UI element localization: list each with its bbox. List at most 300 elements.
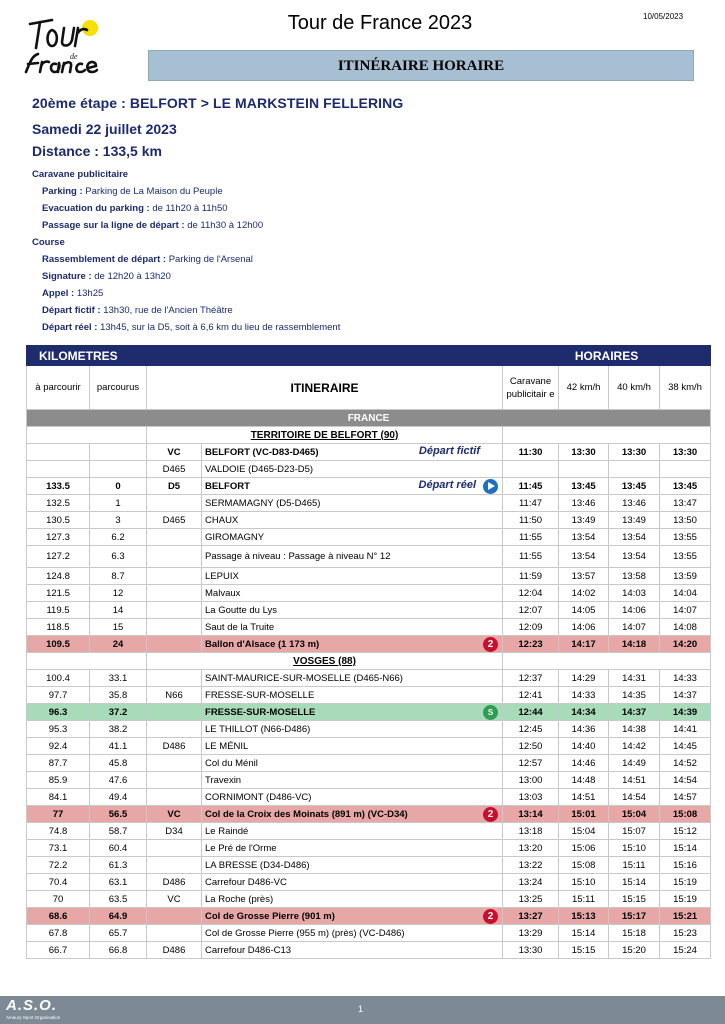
time-42: 14:48 [559, 772, 609, 789]
time-38: 14:45 [660, 738, 711, 755]
km-done: 45.8 [90, 755, 147, 772]
road [147, 908, 202, 925]
km-remaining: 96.3 [27, 704, 90, 721]
km-remaining [27, 461, 90, 478]
time-42: 14:40 [559, 738, 609, 755]
place-name [202, 495, 503, 512]
col-parcourus: parcourus [90, 366, 147, 410]
info-label: Evacuation du parking : [42, 203, 150, 214]
road [147, 585, 202, 602]
time-40: 15:14 [609, 874, 660, 891]
time-42: 14:36 [559, 721, 609, 738]
place-name [202, 823, 503, 840]
tour-de-france-logo [22, 14, 104, 80]
table-row [27, 704, 711, 721]
km-done: 6.3 [90, 546, 147, 568]
time-caravane: 13:20 [503, 840, 559, 857]
time-42: 13:30 [559, 444, 609, 461]
course-depart-fictif [32, 302, 712, 319]
km-remaining: 70.4 [27, 874, 90, 891]
time-42: 13:46 [559, 495, 609, 512]
km-done: 63.1 [90, 874, 147, 891]
region-row [27, 427, 711, 444]
col-40kmh: 40 km/h [609, 366, 660, 410]
time-38: 14:52 [660, 755, 711, 772]
place-name [202, 546, 503, 568]
km-done: 64.9 [90, 908, 147, 925]
time-42: 14:51 [559, 789, 609, 806]
time-42: 13:54 [559, 546, 609, 568]
time-38: 13:45 [660, 478, 711, 495]
time-40: 13:46 [609, 495, 660, 512]
place-label: Carrefour D486-VC [205, 876, 287, 888]
place-label: SAINT-MAURICE-SUR-MOSELLE (D465-N66) [205, 672, 403, 684]
info-label: Rassemblement de départ : [42, 254, 167, 265]
km-remaining: 92.4 [27, 738, 90, 755]
time-42: 13:49 [559, 512, 609, 529]
place-label: Travexin [205, 774, 242, 786]
road: D465 [147, 512, 202, 529]
time-38: 15:08 [660, 806, 711, 823]
km-done: 0 [90, 478, 147, 495]
km-remaining: 127.3 [27, 529, 90, 546]
place-label: Saut de la Truite [205, 621, 275, 633]
caravane-passage [32, 217, 712, 234]
col-itineraire: ITINERAIRE [147, 366, 503, 410]
info-value: 13h45, sur la D5, soit à 6,6 km du lieu de rassemblement [97, 322, 341, 333]
time-38: 14:08 [660, 619, 711, 636]
time-caravane: 12:41 [503, 687, 559, 704]
time-caravane [503, 461, 559, 478]
km-done: 33.1 [90, 670, 147, 687]
road [147, 721, 202, 738]
page-footer [0, 996, 725, 1024]
info-value: 13h25 [74, 288, 104, 299]
region-name: VOSGES (88) [147, 653, 503, 670]
road [147, 495, 202, 512]
time-42: 13:54 [559, 529, 609, 546]
time-42: 14:02 [559, 585, 609, 602]
climb-category-icon: 2 [483, 637, 498, 652]
region-empty-cell [503, 427, 711, 444]
time-40: 13:30 [609, 444, 660, 461]
road: D486 [147, 874, 202, 891]
caravane-parking [32, 183, 712, 200]
place-label: Col de Grosse Pierre (955 m) (près) (VC-D486) [205, 927, 405, 939]
table-row [27, 925, 711, 942]
place-label: FRESSE-SUR-MOSELLE [205, 689, 315, 701]
road: N66 [147, 687, 202, 704]
stage-distance: Distance : 133,5 km [32, 143, 162, 159]
time-38: 15:14 [660, 840, 711, 857]
place-name [202, 738, 503, 755]
road [147, 704, 202, 721]
time-caravane: 12:45 [503, 721, 559, 738]
time-40: 13:54 [609, 546, 660, 568]
time-caravane: 13:14 [503, 806, 559, 823]
km-remaining: 119.5 [27, 602, 90, 619]
km-remaining: 130.5 [27, 512, 90, 529]
table-row [27, 721, 711, 738]
time-caravane: 12:09 [503, 619, 559, 636]
place-label: LEPUIX [205, 570, 239, 582]
km-remaining: 70 [27, 891, 90, 908]
km-remaining: 132.5 [27, 495, 90, 512]
time-38: 15:24 [660, 942, 711, 959]
time-42: 14:05 [559, 602, 609, 619]
table-row [27, 874, 711, 891]
place-label: Le Pré de l'Orme [205, 842, 277, 854]
time-38: 13:50 [660, 512, 711, 529]
place-name [202, 602, 503, 619]
info-label: Appel : [42, 288, 75, 299]
km-remaining: 109.5 [27, 636, 90, 653]
info-label: Parking : [42, 186, 83, 197]
place-name [202, 789, 503, 806]
info-value: 13h30, rue de l'Ancien Théâtre [100, 305, 233, 316]
road [147, 755, 202, 772]
road [147, 546, 202, 568]
course-appel [32, 285, 712, 302]
table-row [27, 529, 711, 546]
table-row [27, 444, 711, 461]
time-42: 13:57 [559, 568, 609, 585]
table-row [27, 823, 711, 840]
place-label: Col de Grosse Pierre (901 m) [205, 910, 335, 922]
info-label: Départ fictif : [42, 305, 101, 316]
table-row [27, 546, 711, 568]
place-label: VALDOIE (D465-D23-D5) [205, 463, 314, 475]
time-42: 14:17 [559, 636, 609, 653]
road: D486 [147, 942, 202, 959]
table-row [27, 806, 711, 823]
place-label: Passage à niveau : Passage à niveau N° 12 [205, 551, 391, 562]
road: D34 [147, 823, 202, 840]
place-name [202, 444, 503, 461]
header-kilometres: KILOMETRES [27, 346, 147, 366]
km-done [90, 444, 147, 461]
region-empty-cell [503, 653, 711, 670]
km-remaining: 133.5 [27, 478, 90, 495]
time-caravane: 11:30 [503, 444, 559, 461]
time-40: 14:38 [609, 721, 660, 738]
time-38: 14:37 [660, 687, 711, 704]
time-40: 14:35 [609, 687, 660, 704]
place-name [202, 461, 503, 478]
info-value: Parking de La Maison du Peuple [82, 186, 223, 197]
itinerary-table [26, 345, 711, 959]
time-caravane: 11:55 [503, 529, 559, 546]
time-38: 15:16 [660, 857, 711, 874]
place-label: BELFORT [205, 480, 250, 492]
time-40: 15:18 [609, 925, 660, 942]
table-row [27, 568, 711, 585]
time-38: 14:33 [660, 670, 711, 687]
km-done: 15 [90, 619, 147, 636]
place-label: Malvaux [205, 587, 241, 599]
km-done: 60.4 [90, 840, 147, 857]
km-remaining: 73.1 [27, 840, 90, 857]
place-label: SERMAMAGNY (D5-D465) [205, 497, 321, 509]
time-caravane: 13:24 [503, 874, 559, 891]
km-done: 66.8 [90, 942, 147, 959]
time-caravane: 11:55 [503, 546, 559, 568]
place-name [202, 857, 503, 874]
document-date: 10/05/2023 [643, 12, 684, 21]
time-42: 13:45 [559, 478, 609, 495]
time-40: 13:54 [609, 529, 660, 546]
time-38: 14:57 [660, 789, 711, 806]
table-row [27, 891, 711, 908]
place-name [202, 585, 503, 602]
course-depart-reel [32, 319, 712, 336]
road [147, 789, 202, 806]
road [147, 529, 202, 546]
aso-subtitle: Amaury Sport Organisation [6, 1015, 61, 1020]
time-38: 13:47 [660, 495, 711, 512]
km-remaining: 97.7 [27, 687, 90, 704]
time-caravane: 12:44 [503, 704, 559, 721]
time-40: 15:20 [609, 942, 660, 959]
col-42kmh: 42 km/h [559, 366, 609, 410]
table-row [27, 478, 711, 495]
time-40: 15:15 [609, 891, 660, 908]
time-38: 15:19 [660, 891, 711, 908]
time-38: 14:20 [660, 636, 711, 653]
place-name [202, 942, 503, 959]
table-row [27, 908, 711, 925]
time-40: 14:03 [609, 585, 660, 602]
aso-logo: A.S.O. [6, 997, 58, 1014]
time-38: 13:59 [660, 568, 711, 585]
depart-note: Départ réel [418, 479, 477, 491]
time-caravane: 13:27 [503, 908, 559, 925]
km-done: 58.7 [90, 823, 147, 840]
place-name [202, 721, 503, 738]
time-38: 13:30 [660, 444, 711, 461]
km-remaining: 85.9 [27, 772, 90, 789]
km-done: 1 [90, 495, 147, 512]
km-remaining: 68.6 [27, 908, 90, 925]
road: VC [147, 806, 202, 823]
time-caravane: 13:00 [503, 772, 559, 789]
time-42: 15:08 [559, 857, 609, 874]
time-40: 13:45 [609, 478, 660, 495]
road [147, 840, 202, 857]
place-name [202, 925, 503, 942]
place-label: Ballon d'Alsace (1 173 m) [205, 638, 320, 650]
road: VC [147, 891, 202, 908]
document-title: Tour de France 2023 [287, 12, 473, 34]
table-row [27, 755, 711, 772]
time-38: 15:19 [660, 874, 711, 891]
time-40: 13:49 [609, 512, 660, 529]
time-42: 15:01 [559, 806, 609, 823]
info-label: Passage sur la ligne de départ : [42, 220, 185, 231]
km-done: 8.7 [90, 568, 147, 585]
course-rassemblement [32, 251, 712, 268]
table-row [27, 772, 711, 789]
time-42: 15:10 [559, 874, 609, 891]
place-name [202, 687, 503, 704]
place-label: Le Raindé [205, 825, 249, 837]
stage-date: Samedi 22 juillet 2023 [32, 121, 177, 137]
road [147, 857, 202, 874]
time-caravane: 13:22 [503, 857, 559, 874]
sprint-icon: S [483, 705, 498, 720]
time-caravane: 12:07 [503, 602, 559, 619]
depart-note: Départ fictif [418, 445, 481, 457]
time-38: 15:23 [660, 925, 711, 942]
place-label: Col de la Croix des Moinats (891 m) (VC-D34) [205, 808, 408, 820]
time-40: 14:51 [609, 772, 660, 789]
time-38: 14:07 [660, 602, 711, 619]
time-caravane: 11:47 [503, 495, 559, 512]
road [147, 772, 202, 789]
place-label: LE MÉNIL [205, 740, 249, 752]
place-label: LA BRESSE (D34-D486) [205, 859, 310, 871]
km-remaining: 66.7 [27, 942, 90, 959]
km-remaining: 74.8 [27, 823, 90, 840]
road: VC [147, 444, 202, 461]
time-38: 15:12 [660, 823, 711, 840]
table-row [27, 789, 711, 806]
climb-category-icon: 2 [483, 909, 498, 924]
time-42: 14:06 [559, 619, 609, 636]
caravane-evacuation [32, 200, 712, 217]
table-row [27, 619, 711, 636]
km-done: 41.1 [90, 738, 147, 755]
time-40: 15:07 [609, 823, 660, 840]
place-name [202, 512, 503, 529]
place-name [202, 568, 503, 585]
place-label: BELFORT (VC-D83-D465) [205, 446, 319, 458]
place-label: Carrefour D486-C13 [205, 944, 292, 956]
time-caravane: 11:45 [503, 478, 559, 495]
time-caravane: 12:37 [503, 670, 559, 687]
info-label: Départ réel : [42, 322, 98, 333]
stage-info [32, 95, 712, 336]
time-caravane: 12:50 [503, 738, 559, 755]
place-label: La Goutte du Lys [205, 604, 278, 616]
time-caravane: 12:23 [503, 636, 559, 653]
place-label: CHAUX [205, 514, 239, 526]
time-38: 14:39 [660, 704, 711, 721]
climb-category-icon: 2 [483, 807, 498, 822]
time-40: 14:07 [609, 619, 660, 636]
course-heading: Course [32, 237, 65, 248]
place-name [202, 874, 503, 891]
stage-title: 20ème étape : BELFORT > LE MARKSTEIN FELLERING [32, 95, 404, 111]
time-40: 15:17 [609, 908, 660, 925]
time-42: 14:46 [559, 755, 609, 772]
km-remaining: 77 [27, 806, 90, 823]
info-value: Parking de l'Arsenal [166, 254, 253, 265]
time-42: 15:14 [559, 925, 609, 942]
info-value: de 11h30 à 12h00 [184, 220, 264, 231]
col-caravane: Caravane publicitair e [503, 366, 559, 410]
road [147, 670, 202, 687]
caravane-heading: Caravane publicitaire [32, 169, 129, 180]
km-done: 65.7 [90, 925, 147, 942]
km-done: 3 [90, 512, 147, 529]
table-row [27, 495, 711, 512]
place-label: GIROMAGNY [205, 531, 265, 543]
time-40: 14:42 [609, 738, 660, 755]
place-name [202, 704, 503, 721]
road [147, 636, 202, 653]
time-40: 15:04 [609, 806, 660, 823]
km-done: 14 [90, 602, 147, 619]
course-signature [32, 268, 712, 285]
table-row [27, 738, 711, 755]
time-38: 15:21 [660, 908, 711, 925]
place-name [202, 529, 503, 546]
road [147, 568, 202, 585]
table-header-columns [27, 366, 711, 410]
time-40: 14:06 [609, 602, 660, 619]
km-remaining: 127.2 [27, 546, 90, 568]
time-42: 15:11 [559, 891, 609, 908]
table-row [27, 670, 711, 687]
table-row [27, 512, 711, 529]
time-caravane: 13:30 [503, 942, 559, 959]
km-done: 12 [90, 585, 147, 602]
place-label: LE THILLOT (N66-D486) [205, 723, 311, 735]
time-caravane: 13:03 [503, 789, 559, 806]
km-done: 61.3 [90, 857, 147, 874]
time-42: 15:15 [559, 942, 609, 959]
place-label: Col du Ménil [205, 757, 258, 769]
road: D465 [147, 461, 202, 478]
table-row [27, 602, 711, 619]
time-40: 15:11 [609, 857, 660, 874]
header-horaires: HORAIRES [503, 346, 711, 366]
place-label: FRESSE-SUR-MOSELLE [205, 706, 316, 718]
time-caravane: 12:04 [503, 585, 559, 602]
place-name [202, 619, 503, 636]
km-done: 6.2 [90, 529, 147, 546]
km-done: 24 [90, 636, 147, 653]
km-done: 63.5 [90, 891, 147, 908]
km-done [90, 461, 147, 478]
svg-text:de: de [70, 52, 78, 61]
info-label: Signature : [42, 271, 92, 282]
time-40: 15:10 [609, 840, 660, 857]
place-label: La Roche (près) [205, 893, 274, 905]
km-remaining: 67.8 [27, 925, 90, 942]
road [147, 925, 202, 942]
time-caravane: 13:25 [503, 891, 559, 908]
time-38: 13:55 [660, 546, 711, 568]
info-value: de 12h20 à 13h20 [91, 271, 171, 282]
time-40: 14:54 [609, 789, 660, 806]
table-row [27, 687, 711, 704]
time-caravane: 13:29 [503, 925, 559, 942]
start-icon [483, 479, 498, 494]
km-remaining: 100.4 [27, 670, 90, 687]
road [147, 602, 202, 619]
time-38: 14:54 [660, 772, 711, 789]
km-done: 56.5 [90, 806, 147, 823]
km-remaining: 72.2 [27, 857, 90, 874]
region-row [27, 653, 711, 670]
play-icon [488, 482, 495, 490]
col-a-parcourir: à parcourir [27, 366, 90, 410]
table-row [27, 585, 711, 602]
km-remaining: 121.5 [27, 585, 90, 602]
header-spacer [147, 346, 503, 366]
